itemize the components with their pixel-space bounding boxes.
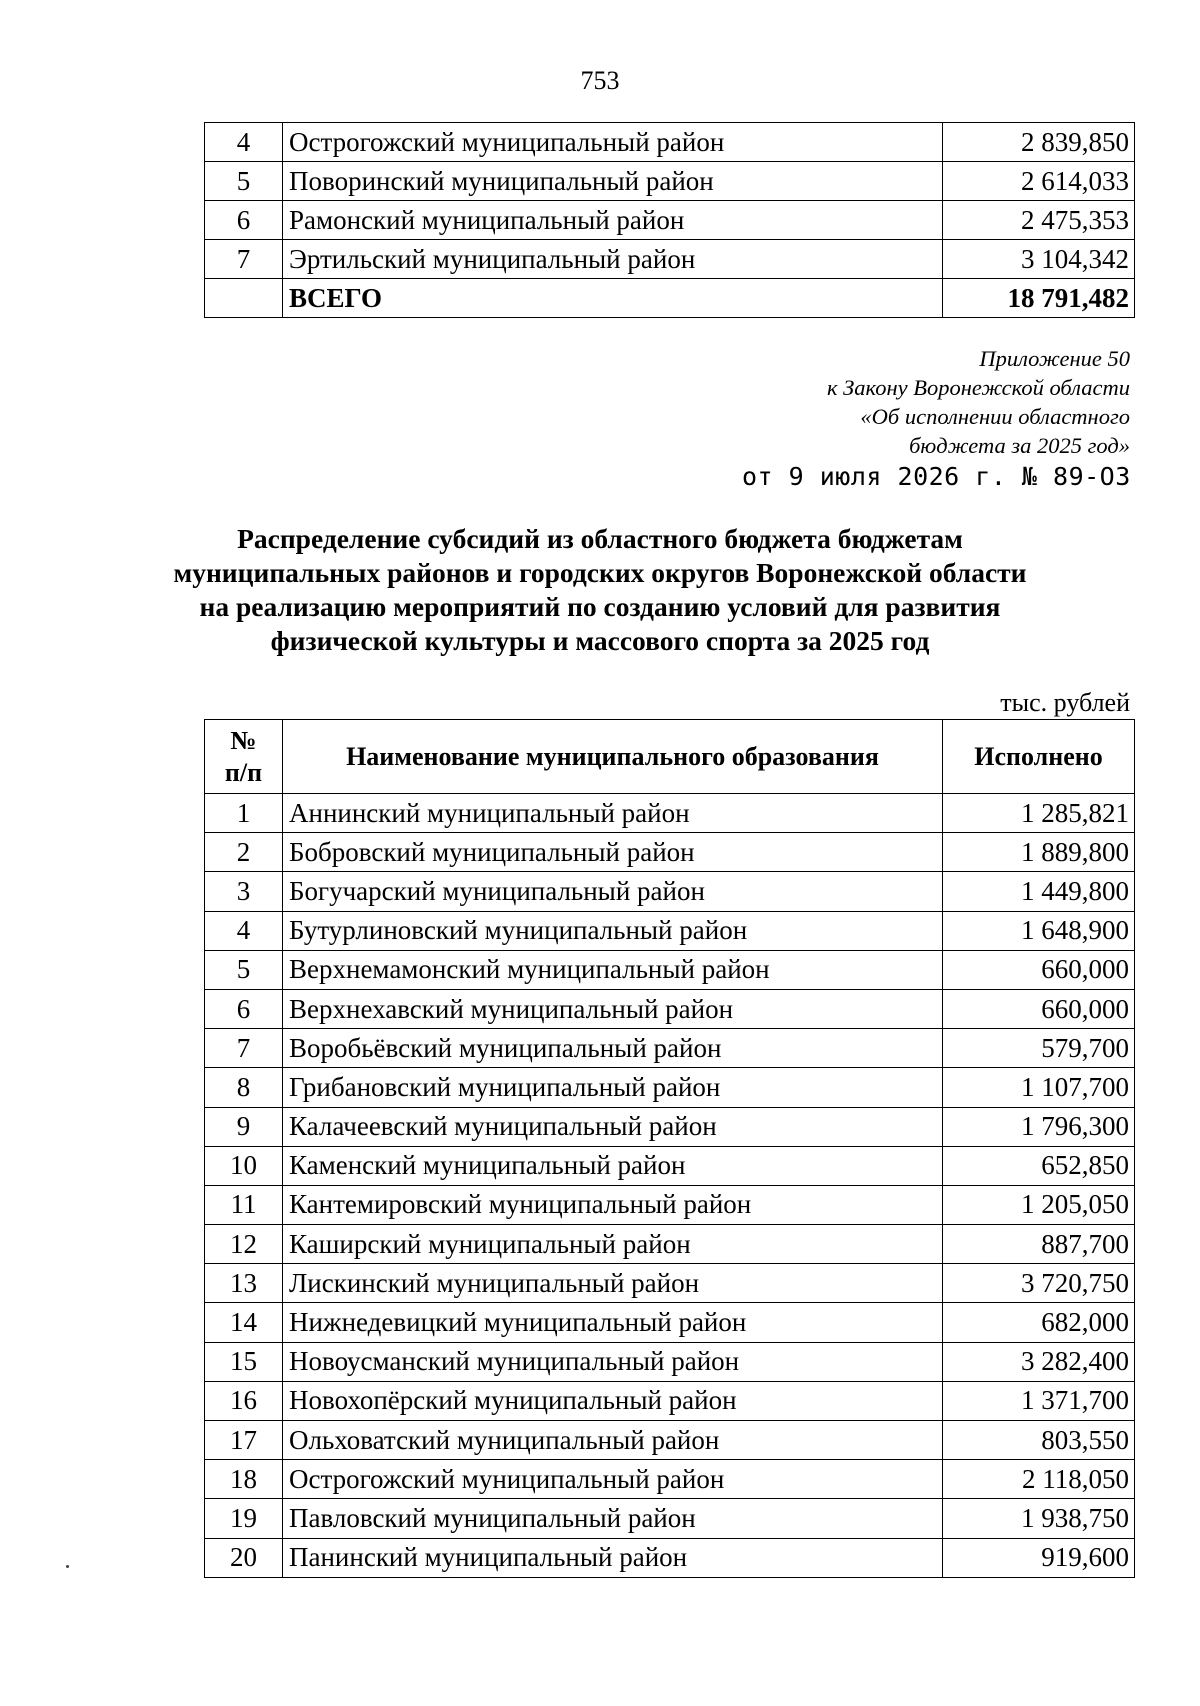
- table-row: [205, 162, 1135, 201]
- row-name: Бобровский муниципальный район: [283, 833, 943, 872]
- table-row: [205, 911, 1135, 950]
- title-line: Распределение субсидий из областного бюджета бюджетам: [237, 523, 963, 554]
- title-line: физической культуры и массового спорта за 2025 год: [270, 625, 930, 656]
- row-number: 10: [205, 1146, 283, 1185]
- row-number: 8: [205, 1068, 283, 1107]
- row-value: 887,700: [943, 1225, 1135, 1264]
- row-value: 3 104,342: [943, 240, 1135, 279]
- table-row: [205, 1225, 1135, 1264]
- row-name: Новоусманский муниципальный район: [283, 1342, 943, 1381]
- row-value: 1 889,800: [943, 833, 1135, 872]
- table-row: [205, 1342, 1135, 1381]
- title-line: на реализацию мероприятий по созданию условий для развития: [199, 591, 1001, 622]
- table-row: [205, 1107, 1135, 1146]
- table-row: [205, 1460, 1135, 1499]
- total-label: ВСЕГО: [283, 279, 943, 318]
- title-line: муниципальных районов и городских округов Воронежской области: [173, 557, 1027, 588]
- row-number: 15: [205, 1342, 283, 1381]
- row-number: 3: [205, 872, 283, 911]
- row-value: 2 839,850: [943, 123, 1135, 162]
- row-number: 12: [205, 1225, 283, 1264]
- row-value: 579,700: [943, 1029, 1135, 1068]
- row-value: 1 938,750: [943, 1499, 1135, 1538]
- row-value: 1 285,821: [943, 794, 1135, 833]
- table-row: [205, 1264, 1135, 1303]
- row-number: 7: [205, 1029, 283, 1068]
- appendix-note: [670, 344, 1130, 460]
- row-number: 14: [205, 1303, 283, 1342]
- row-number: 5: [205, 950, 283, 989]
- header-number-line: п/п: [224, 757, 263, 787]
- total-row: [205, 279, 1135, 318]
- row-name: Калачеевский муниципальный район: [283, 1107, 943, 1146]
- row-name: Богучарский муниципальный район: [283, 872, 943, 911]
- total-value: 18 791,482: [943, 279, 1135, 318]
- row-value: 1 449,800: [943, 872, 1135, 911]
- row-value: 652,850: [943, 1146, 1135, 1185]
- row-number: 4: [205, 911, 283, 950]
- header-number-line: №: [230, 725, 257, 755]
- table-row: [205, 794, 1135, 833]
- row-number: 19: [205, 1499, 283, 1538]
- subsidy-table: [204, 719, 1135, 1578]
- table-row: [205, 240, 1135, 279]
- table-row: [205, 833, 1135, 872]
- appendix-line: к Закону Воронежской области: [827, 375, 1130, 400]
- table-row: [205, 1421, 1135, 1460]
- document-title: [150, 522, 1050, 658]
- table-row: [205, 1499, 1135, 1538]
- table-row: [205, 1029, 1135, 1068]
- total-number-empty: [205, 279, 283, 318]
- page-number: 753: [580, 66, 620, 95]
- table-row: [205, 1538, 1135, 1577]
- row-value: 1 371,700: [943, 1381, 1135, 1420]
- table-row: [205, 872, 1135, 911]
- row-value: 1 648,900: [943, 911, 1135, 950]
- row-value: 803,550: [943, 1421, 1135, 1460]
- table-row: [205, 1068, 1135, 1107]
- row-value: 919,600: [943, 1538, 1135, 1577]
- row-number: 13: [205, 1264, 283, 1303]
- row-name: Каменский муниципальный район: [283, 1146, 943, 1185]
- row-number: 16: [205, 1381, 283, 1420]
- table-row: [205, 1146, 1135, 1185]
- row-number: 4: [205, 123, 283, 162]
- row-value: 3 720,750: [943, 1264, 1135, 1303]
- row-value: 2 118,050: [943, 1460, 1135, 1499]
- row-value: 1 796,300: [943, 1107, 1135, 1146]
- row-name: Верхнехавский муниципальный район: [283, 989, 943, 1028]
- row-name: Нижнедевицкий муниципальный район: [283, 1303, 943, 1342]
- row-name: Павловский муниципальный район: [283, 1499, 943, 1538]
- row-number: 7: [205, 240, 283, 279]
- row-name: Воробьёвский муниципальный район: [283, 1029, 943, 1068]
- row-name: Острогожский муниципальный район: [283, 123, 943, 162]
- table-row: [205, 950, 1135, 989]
- row-value: 3 282,400: [943, 1342, 1135, 1381]
- row-number: 9: [205, 1107, 283, 1146]
- appendix-line: «Об исполнении областного: [860, 404, 1130, 429]
- header-number: [205, 720, 283, 794]
- row-name: Новохопёрский муниципальный район: [283, 1381, 943, 1420]
- row-name: Лискинский муниципальный район: [283, 1264, 943, 1303]
- row-value: 682,000: [943, 1303, 1135, 1342]
- scan-speck: [66, 1565, 69, 1568]
- row-name: Панинский муниципальный район: [283, 1538, 943, 1577]
- row-value: 2 614,033: [943, 162, 1135, 201]
- table-row: [205, 123, 1135, 162]
- row-number: 20: [205, 1538, 283, 1577]
- row-number: 5: [205, 162, 283, 201]
- row-name: Рамонский муниципальный район: [283, 201, 943, 240]
- table-header-row: [205, 720, 1135, 794]
- header-name: Наименование муниципального образования: [283, 720, 943, 794]
- table-row: [205, 201, 1135, 240]
- row-number: 1: [205, 794, 283, 833]
- row-value: 660,000: [943, 950, 1135, 989]
- row-value: 1 205,050: [943, 1185, 1135, 1224]
- unit-label: тыс. рублей: [1000, 688, 1130, 717]
- row-name: Поворинский муниципальный район: [283, 162, 943, 201]
- row-name: Каширский муниципальный район: [283, 1225, 943, 1264]
- decree-stamp: от 9 июля 2026 г. № 89-ОЗ: [742, 462, 1131, 491]
- row-name: Эртильский муниципальный район: [283, 240, 943, 279]
- row-number: 17: [205, 1421, 283, 1460]
- row-number: 18: [205, 1460, 283, 1499]
- row-number: 11: [205, 1185, 283, 1224]
- row-name: Острогожский муниципальный район: [283, 1460, 943, 1499]
- continued-table: [204, 122, 1135, 318]
- row-number: 6: [205, 201, 283, 240]
- row-name: Грибановский муниципальный район: [283, 1068, 943, 1107]
- row-value: 2 475,353: [943, 201, 1135, 240]
- table-row: [205, 1381, 1135, 1420]
- row-number: 2: [205, 833, 283, 872]
- continued-table-body: [205, 123, 1135, 318]
- table-row: [205, 989, 1135, 1028]
- appendix-line: Приложение 50: [979, 346, 1130, 371]
- row-name: Кантемировский муниципальный район: [283, 1185, 943, 1224]
- row-value: 660,000: [943, 989, 1135, 1028]
- row-name: Аннинский муниципальный район: [283, 794, 943, 833]
- row-name: Бутурлиновский муниципальный район: [283, 911, 943, 950]
- table-row: [205, 1303, 1135, 1342]
- header-value: Исполнено: [943, 720, 1135, 794]
- row-value: 1 107,700: [943, 1068, 1135, 1107]
- subsidy-table-body: [205, 794, 1135, 1578]
- row-name: Ольховатский муниципальный район: [283, 1421, 943, 1460]
- table-row: [205, 1185, 1135, 1224]
- row-number: 6: [205, 989, 283, 1028]
- appendix-line: бюджета за 2025 год»: [909, 433, 1130, 458]
- row-name: Верхнемамонский муниципальный район: [283, 950, 943, 989]
